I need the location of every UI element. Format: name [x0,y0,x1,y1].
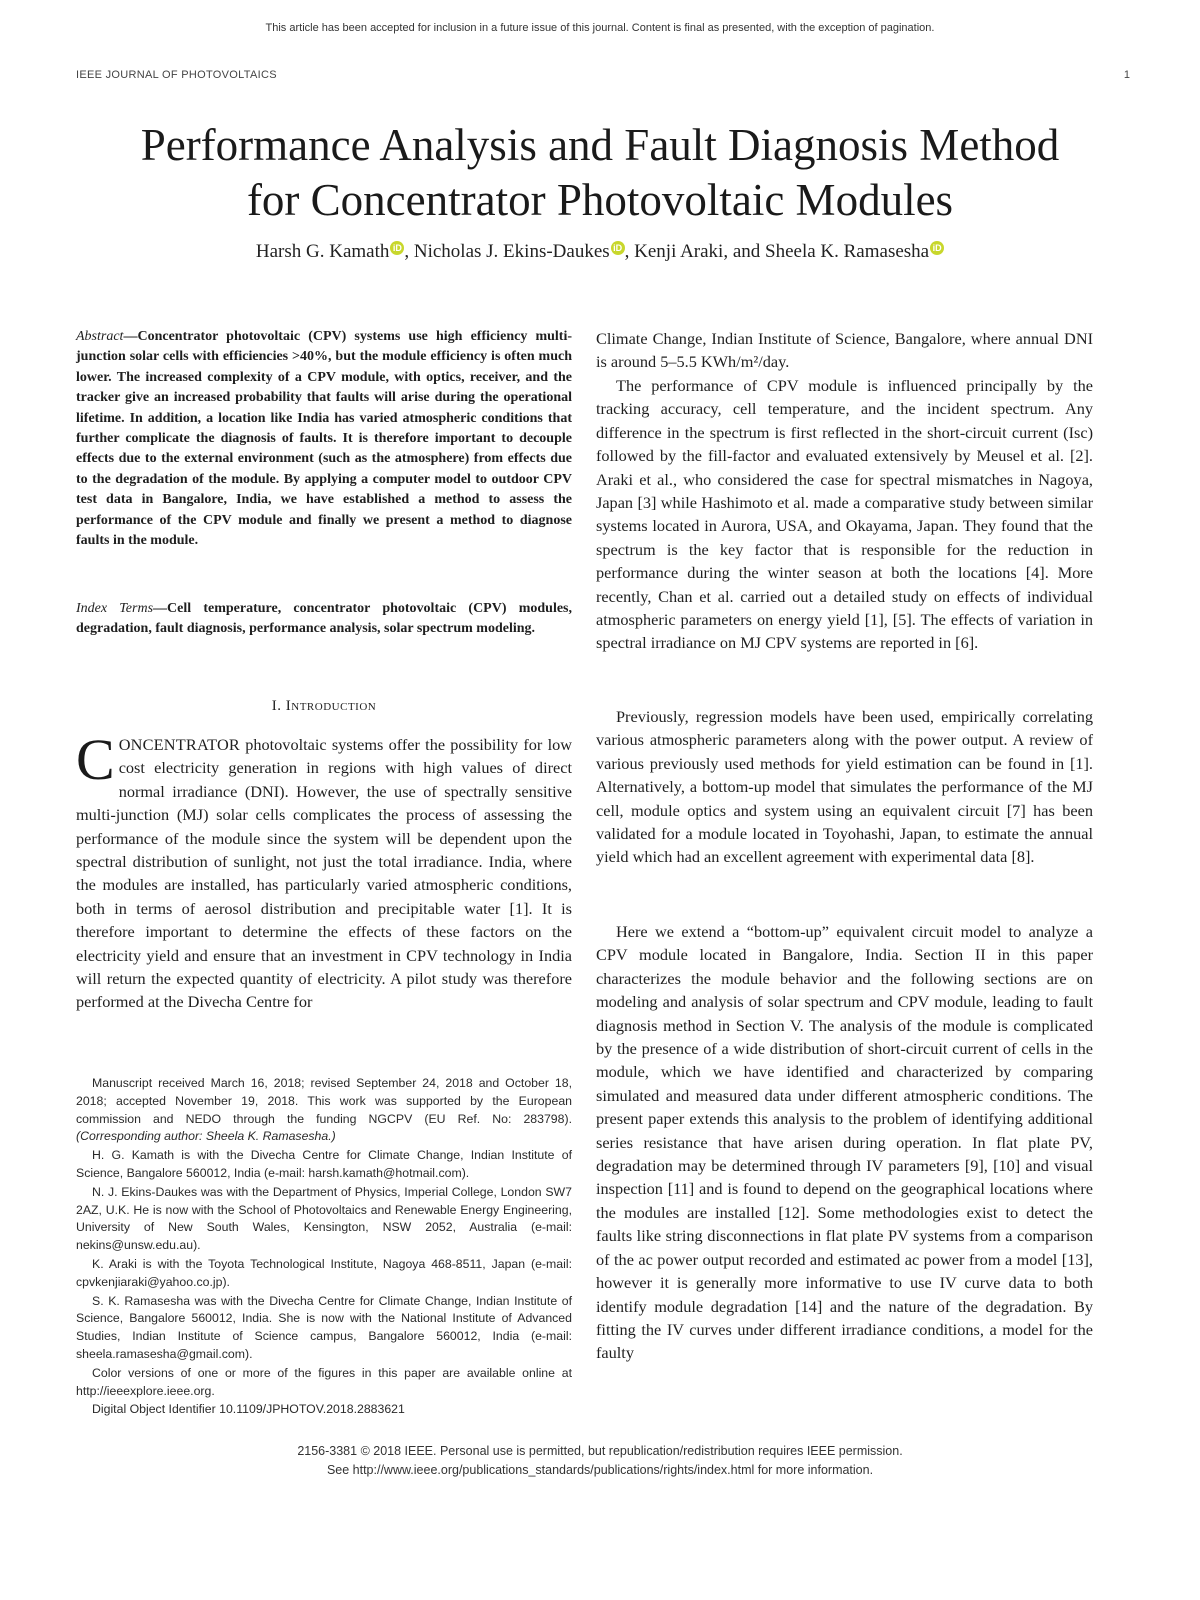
right-paragraph-2: The performance of CPV module is influenced principally by the tracking accuracy, cell temperature, and the incident spectrum. Any difference in the spectrum is first reflected in the short-circuit current (Isc) followed by the fill-factor and evaluated extensively by Meusel et al. [2]. Araki et al., who considered the case for spectral mismatches in Nagoya, Japan [3] while Hashimoto et al. made a comparative study between similar systems located in Aurora, USA, and Okayama, Japan. They found that the spectrum is the key factor that is responsible for the reduction in performance during the winter season at both the locations [4]. More recently, Chan et al. carried out a detailed study on effects of individual atmospheric parameters on energy yield [1], [5]. The effects of variation in spectral irradiance on MJ CPV systems are reported in [6]. [596,376,1093,653]
orcid-icon[interactable]: iD [930,241,944,255]
intro-paragraph [76,727,572,1014]
author-3-4: , Kenji Araki, and Sheela K. Ramasesha [624,241,930,262]
abstract [76,327,572,551]
orcid-icon[interactable]: iD [390,241,404,255]
index-terms-dash: — [153,601,168,616]
title-line-2: for Concentrator Photovoltaic Modules [246,175,954,225]
intro-caps: ONCENTRATOR [118,735,240,754]
footnote-manuscript-text: Manuscript received March 16, 2018; revised September 24, 2018 and October 18, 2018; accepted November 19, 2018. This work was supported by the European commission and NEDO through the funding NGCPV (EU Ref. No: 283798). [76,1076,572,1126]
abstract-lead: Abstract [76,329,124,344]
copyright-line-1: 2156-3381 © 2018 IEEE. Personal use is permitted, but republication/redistribution requires IEEE permission. [297,1444,903,1458]
footnote-araki: K. Araki is with the Toyota Technological Institute, Nagoya 468-8511, Japan (e-mail: cpvkenjiaraki@yahoo.co.jp). [76,1256,572,1289]
abstract-dash: — [123,329,138,344]
paper-title [60,118,1140,228]
index-terms-lead: Index Terms [76,601,154,616]
index-terms-text: Cell temperature, concentrator photovoltaic (CPV) modules, degradation, fault diagnosis, performance analysis, solar spectrum modeling. [76,601,572,637]
drop-cap: C [76,727,115,792]
page-number: 1 [1123,69,1130,81]
title-line-1: Performance Analysis and Fault Diagnosis Method [140,120,1060,170]
author-1: Harsh G. Kamath [255,241,390,262]
footnote-kamath: H. G. Kamath is with the Divecha Centre for Climate Change, Indian Institute of Science, Bangalore 560012, India (e-mail: harsh.kamath@hotmail.com). [76,1148,572,1180]
author-list [60,241,1140,263]
copyright-line-2: See http://www.ieee.org/publications_standards/publications/rights/index.html for more information. [326,1463,874,1477]
index-terms [76,599,572,640]
corresponding-author-note: (Corresponding author: Sheela K. Ramasesha.) [76,1129,336,1144]
right-paragraph-4: Here we extend a “bottom-up” equivalent circuit model to analyze a CPV module located in Bangalore, India. Section II in this paper characterizes the module behavior and the following sections are on modeling and analysis of solar spectrum and CPV module, leading to fault diagnosis method in Section V. The analysis of the module is complicated by the presence of a wide distribution of short-circuit current of cells in the module, which we have identified and characterized by comparing simulated and measured data under different atmospheric conditions. The present paper extends this analysis to the problem of identifying additional series resistance that have arisen during operation. In flat plate PV, degradation may be determined through IV parameters [9], [10] and visual inspection [11] and is found to depend on the geographical locations where the modules are installed [12]. Some methodologies exist to detect the faults like string disconnections in flat plate PV systems from a comparison of the ac power output recorded and estimated ac power from a model [13], however it is generally more informative to use IV curve data to both identify module degradation [14] and the nature of the degradation. By fitting the IV curves under different irradiance conditions, a model for the faulty [596,922,1093,1363]
journal-name: IEEE JOURNAL OF PHOTOVOLTAICS [76,69,277,81]
section-heading-introduction: I. Introduction [271,698,377,714]
footnote-doi: Digital Object Identifier 10.1109/JPHOTOV.2018.2883621 [92,1402,405,1417]
footnotes [76,1075,572,1420]
footnote-manuscript [76,1075,572,1146]
right-paragraph-1: Climate Change, Indian Institute of Science, Bangalore, where annual DNI is around 5–5.5 KWh/m²/day. [596,329,1093,372]
intro-text: photovoltaic systems offer the possibility for low cost electricity generation in regions with high values of direct normal irradiance (DNI). However, the use of spectrally sensitive multi-junction (MJ) solar cells complicates the process of assessing the performance of the module since the system will be dependent upon the spectral distribution of sunlight, not just the total irradiance. India, where the modules are installed, has particularly varied atmospheric conditions, both in terms of aerosol distribution and precipitable water [1]. It is therefore important to determine the effects of these factors on the electricity yield and ensure that an investment in CPV technology in India will return the expected quantity of electricity. A pilot study was therefore performed at the Divecha Centre for [76,735,572,1012]
footnote-ekins-daukes: N. J. Ekins-Daukes was with the Department of Physics, Imperial College, London SW7 2AZ, U.K. He is now with the School of Photovoltaics and Renewable Energy Engineering, University of New South Wales, Kensington, NSW 2052, Australia (e-mail: nekins@unsw.edu.au). [76,1184,572,1253]
footnote-ramasesha: S. K. Ramasesha was with the Divecha Centre for Climate Change, Indian Institute of Science, Bangalore 560012, India. She is now with the National Institute of Advanced Studies, Indian Institute of Science campus, Bangalore 560012, India (e-mail: sheela.ramasesha@gmail.com). [76,1293,572,1361]
acceptance-notice: This article has been accepted for inclusion in a future issue of this journal. Content is final as presented, with the exception of pagination. [265,22,935,34]
right-paragraph-3: Previously, regression models have been used, empirically correlating various atmospheric parameters along with the power output. A review of various previously used methods for yield estimation can be found in [1]. Alternatively, a bottom-up model that simulates the performance of the MJ cell, module optics and system using an equivalent circuit [7] has been validated for a module located in Toyohashi, Japan, to estimate the annual yield which had an excellent agreement with experimental data [8]. [596,707,1093,867]
copyright-notice [0,1442,1200,1480]
author-2: , Nicholas J. Ekins-Daukes [404,241,610,262]
orcid-icon[interactable]: iD [611,241,625,255]
abstract-text: Concentrator photovoltaic (CPV) systems use high efficiency multi-junction solar cells with efficiencies >40%, but the module efficiency is often much lower. The increased complexity of a CPV module, with optics, receiver, and the tracker give an increased probability that faults will arise during the operational lifetime. In addition, a location like India has varied atmospheric conditions that further complicate the diagnosis of faults. It is therefore important to decouple effects due to the external environment (such as the atmosphere) from effects due to the degradation of the module. By applying a computer model to outdoor CPV test data in Bangalore, India, we have established a method to assess the performance of the CPV module and finally we present a method to diagnose faults in the module. [76,329,572,549]
footnote-color-versions: Color versions of one or more of the figures in this paper are available online at http://ieeexplore.ieee.org. [76,1365,572,1398]
